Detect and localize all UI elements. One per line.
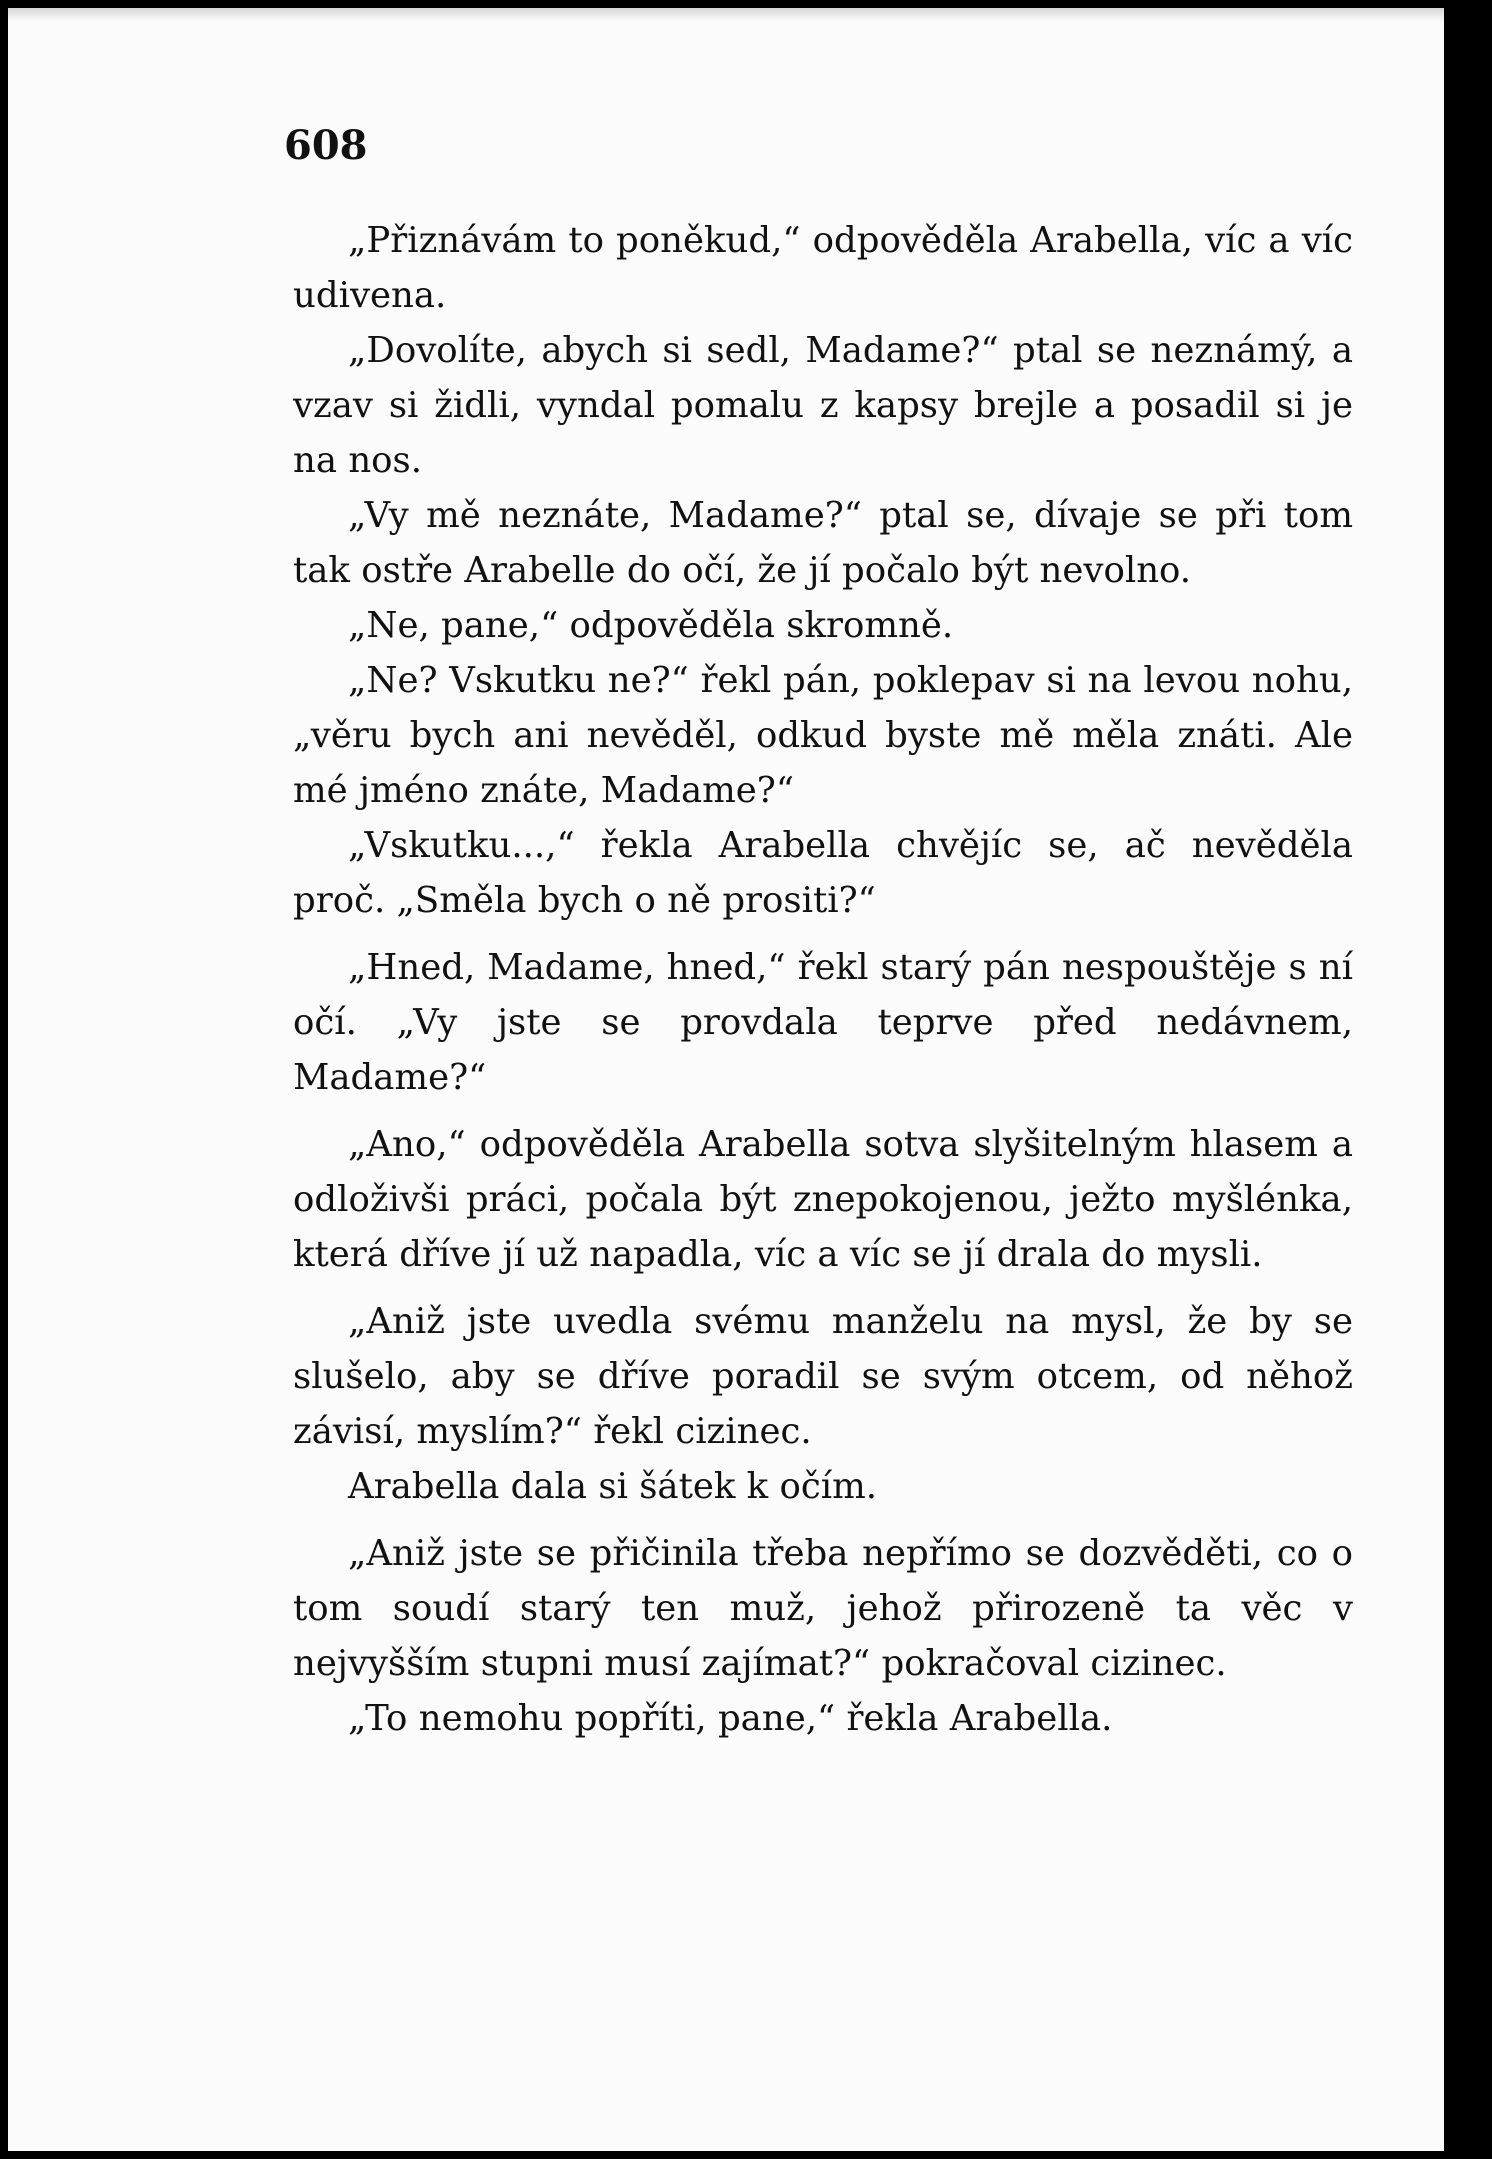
paragraph: „Ne, pane,“ odpověděla skromně. <box>348 605 954 646</box>
page-number: 608 <box>284 122 368 169</box>
paragraph: „Hned, Madame, hned,“ řekl starý pán nespouštěje s ní očí. „Vy jste se provdala teprve před nedávnem, Madame?“ <box>293 947 1353 1098</box>
book-page <box>8 8 1444 2151</box>
paragraph: „Ano,“ odpověděla Arabella sotva slyšitelným hlasem a odloživši práci, počala být znepokojenou, ježto myšlénka, která dříve jí už napadla, víc a víc se jí drala do mysli. <box>293 1124 1353 1275</box>
paragraph: Arabella dala si šátek k očím. <box>348 1466 878 1507</box>
paragraph: „Dovolíte, abych si sedl, Madame?“ ptal se neznámý, a vzav si židli, vyndal pomalu z kapsy brejle a posadil si je na nos. <box>293 330 1353 481</box>
body-text <box>293 213 1353 1746</box>
paragraph: „Aniž jste se přičinila třeba nepřímo se dozvěděti, co o tom soudí starý ten muž, jehož přirozeně ta věc v nejvyšším stupni musí zajímat?“ pokračoval cizinec. <box>293 1533 1353 1684</box>
paragraph: „Vskutku...,“ řekla Arabella chvějíc se, ač nevěděla proč. „Směla bych o ně prositi?“ <box>293 825 1353 921</box>
paragraph: „Aniž jste uvedla svému manželu na mysl, že by se slušelo, aby se dříve poradil se svým otcem, od něhož závisí, myslím?“ řekl cizinec. <box>293 1301 1353 1452</box>
paragraph: „To nemohu popříti, pane,“ řekla Arabella. <box>348 1698 1113 1739</box>
paragraph: „Přiznávám to poněkud,“ odpověděla Arabella, víc a víc udivena. <box>293 220 1353 316</box>
paragraph: „Ne? Vskutku ne?“ řekl pán, poklepav si na levou nohu, „věru bych ani nevěděl, odkud byste mě měla znáti. Ale mé jméno znáte, Madame?“ <box>293 660 1353 811</box>
paragraph: „Vy mě neznáte, Madame?“ ptal se, dívaje se při tom tak ostře Arabelle do očí, že jí počalo být nevolno. <box>293 495 1353 591</box>
scan-edge <box>8 8 1444 22</box>
